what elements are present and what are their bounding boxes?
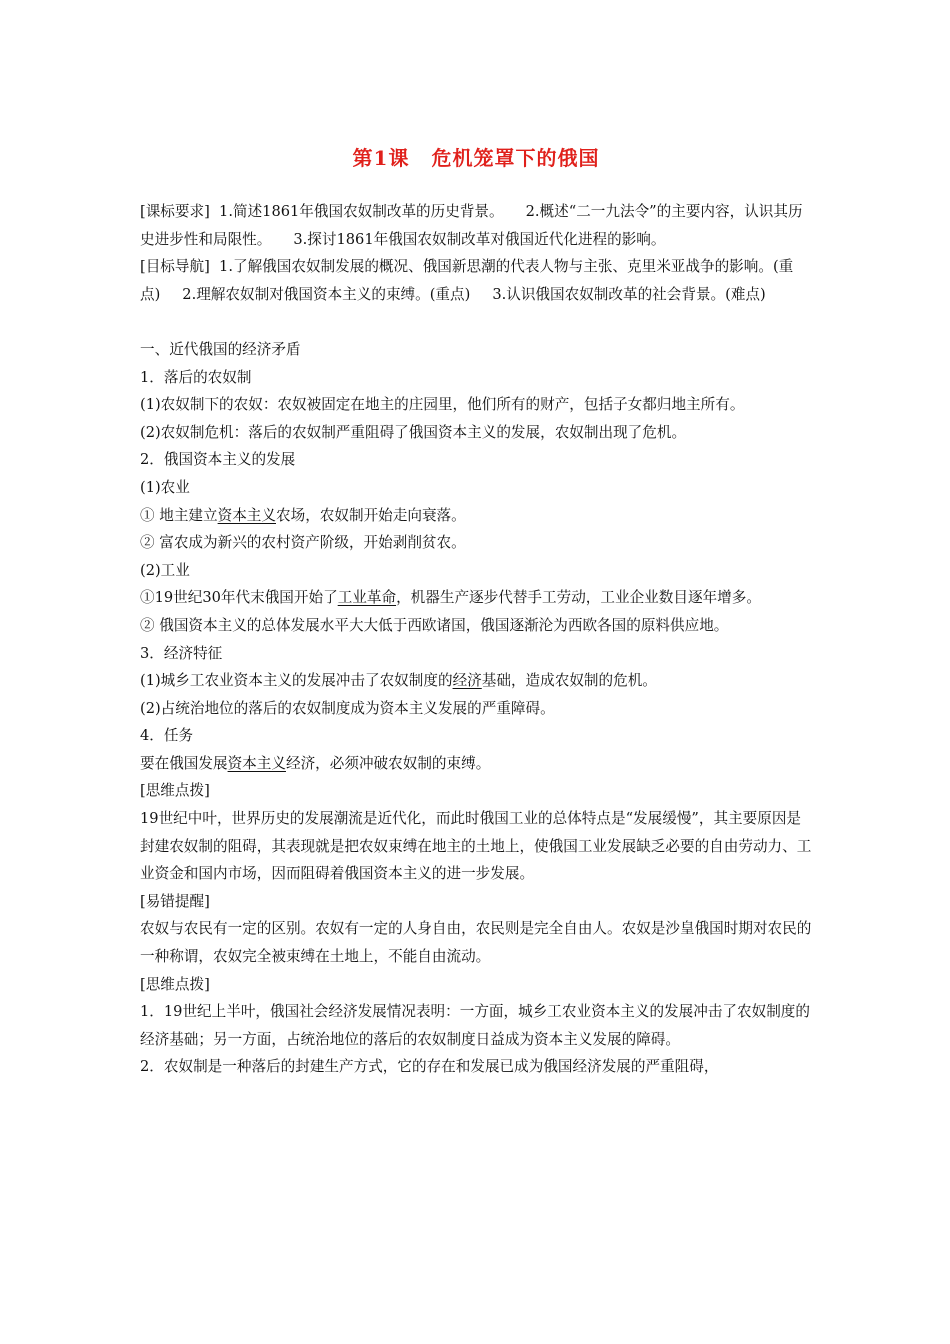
economic-feature-1 xyxy=(140,667,812,695)
underlined-term: 资本主义 xyxy=(227,754,286,772)
industry-point-2: ② 俄国资本主义的总体发展水平大大低于西欧诸国，俄国逐渐沦为西欧各国的原料供应地。 xyxy=(140,616,729,634)
industry-heading: (2)工业 xyxy=(140,561,190,579)
text-run: ，机器生产逐步代替手工劳动，工业企业数目逐年增多。 xyxy=(396,589,761,607)
text-run: 基础，造成农奴制的危机。 xyxy=(481,672,657,690)
lesson-number: 第1课 xyxy=(352,146,410,170)
task-paragraph xyxy=(140,750,812,778)
thinking-tip-label-1: [思维点拨] xyxy=(140,782,210,800)
thinking-tip-text-1: 19世纪中叶，世界历史的发展潮流是近代化，而此时俄国工业的总体特点是“发展缓慢”，其主要原因是封建农奴制的阻碍，其表现就是把农奴束缚在地主的土地上，使俄国工业发展缺乏必要的自由劳动力、工业资金和国内市场，因而阻碍着俄国资本主义的进一步发展。 xyxy=(140,810,812,883)
subsection-heading-2: 2．俄国资本主义的发展 xyxy=(140,451,296,469)
lesson-name: 危机笼罩下的俄国 xyxy=(431,146,600,170)
goals-label: [目标导航] xyxy=(140,258,210,276)
error-reminder-label: [易错提醒] xyxy=(140,892,210,910)
text-run: ① 地主建立 xyxy=(140,506,218,524)
curriculum-label: [课标要求] xyxy=(140,203,210,220)
text-run: (1)城乡工农业资本主义的发展冲击了农奴制度的 xyxy=(140,672,453,690)
curriculum-item-3: 3.探讨1861年俄国农奴制改革对俄国近代化进程的影响。 xyxy=(293,230,666,248)
subsection-heading-4: 4．任务 xyxy=(140,727,194,745)
curriculum-requirements xyxy=(140,198,812,253)
agriculture-point-1 xyxy=(140,502,812,530)
learning-goals xyxy=(140,253,812,308)
thinking-tip-item-1: 1．19世纪上半叶，俄国社会经济发展情况表明：一方面，城乡工农业资本主义的发展冲击了农奴制度的经济基础；另一方面，占统治地位的落后的农奴制度日益成为资本主义发展的障碍。 xyxy=(140,1003,810,1048)
subsection-heading-1: 1．落后的农奴制 xyxy=(140,368,252,386)
section-heading: 一、近代俄国的经济矛盾 xyxy=(140,340,301,358)
curriculum-item-1: 1.简述1861年俄国农奴制改革的历史背景。 xyxy=(219,203,504,220)
goal-item-2: 2.理解农奴制对俄国资本主义的束缚。(重点) xyxy=(182,285,471,303)
text-run: 要在俄国发展 xyxy=(140,754,228,772)
paragraph-serf-crisis: (2)农奴制危机：落后的农奴制严重阻碍了俄国资本主义的发展，农奴制出现了危机。 xyxy=(140,423,687,441)
paragraph-serf-status: (1)农奴制下的农奴：农奴被固定在地主的庄园里，他们所有的财产，包括子女都归地主所有。 xyxy=(140,396,745,414)
goal-item-3: 3.认识俄国农奴制改革的社会背景。(难点) xyxy=(492,285,766,303)
document-body xyxy=(140,198,812,1081)
text-run: ①19世纪30年代末俄国开始了 xyxy=(140,589,338,607)
text-run: 经济，必须冲破农奴制的束缚。 xyxy=(285,754,491,772)
agriculture-point-2: ② 富农成为新兴的农村资产阶级，开始剥削贫农。 xyxy=(140,534,466,552)
industry-point-1 xyxy=(140,584,812,612)
economic-feature-2: (2)占统治地位的落后的农奴制度成为资本主义发展的严重障碍。 xyxy=(140,699,555,717)
lesson-title xyxy=(140,142,812,171)
error-reminder-text: 农奴与农民有一定的区别。农奴有一定的人身自由，农民则是完全自由人。农奴是沙皇俄国时期对农民的一种称谓，农奴完全被束缚在土地上，不能自由流动。 xyxy=(140,920,812,966)
thinking-tip-item-2: 2．农奴制是一种落后的封建生产方式，它的存在和发展已成为俄国经济发展的严重阻碍， xyxy=(140,1058,719,1076)
subsection-heading-3: 3．经济特征 xyxy=(140,644,223,662)
goal-item-1: 1.了解俄国农奴制发展的概况、俄国新思潮的代表人物与主张、克里米亚战争的影响。(重点) xyxy=(140,258,794,303)
underlined-term: 经济 xyxy=(452,672,482,690)
curriculum-item-2: 2.概述“二一九法令”的主要内容，认识其历史进步性和局限性。 xyxy=(140,203,803,248)
agriculture-heading: (1)农业 xyxy=(140,478,190,496)
text-run: 农场，农奴制开始走向衰落。 xyxy=(276,506,466,524)
underlined-term: 工业革命 xyxy=(337,589,397,607)
underlined-term: 资本主义 xyxy=(217,506,276,524)
thinking-tip-label-2: [思维点拨] xyxy=(140,975,210,993)
